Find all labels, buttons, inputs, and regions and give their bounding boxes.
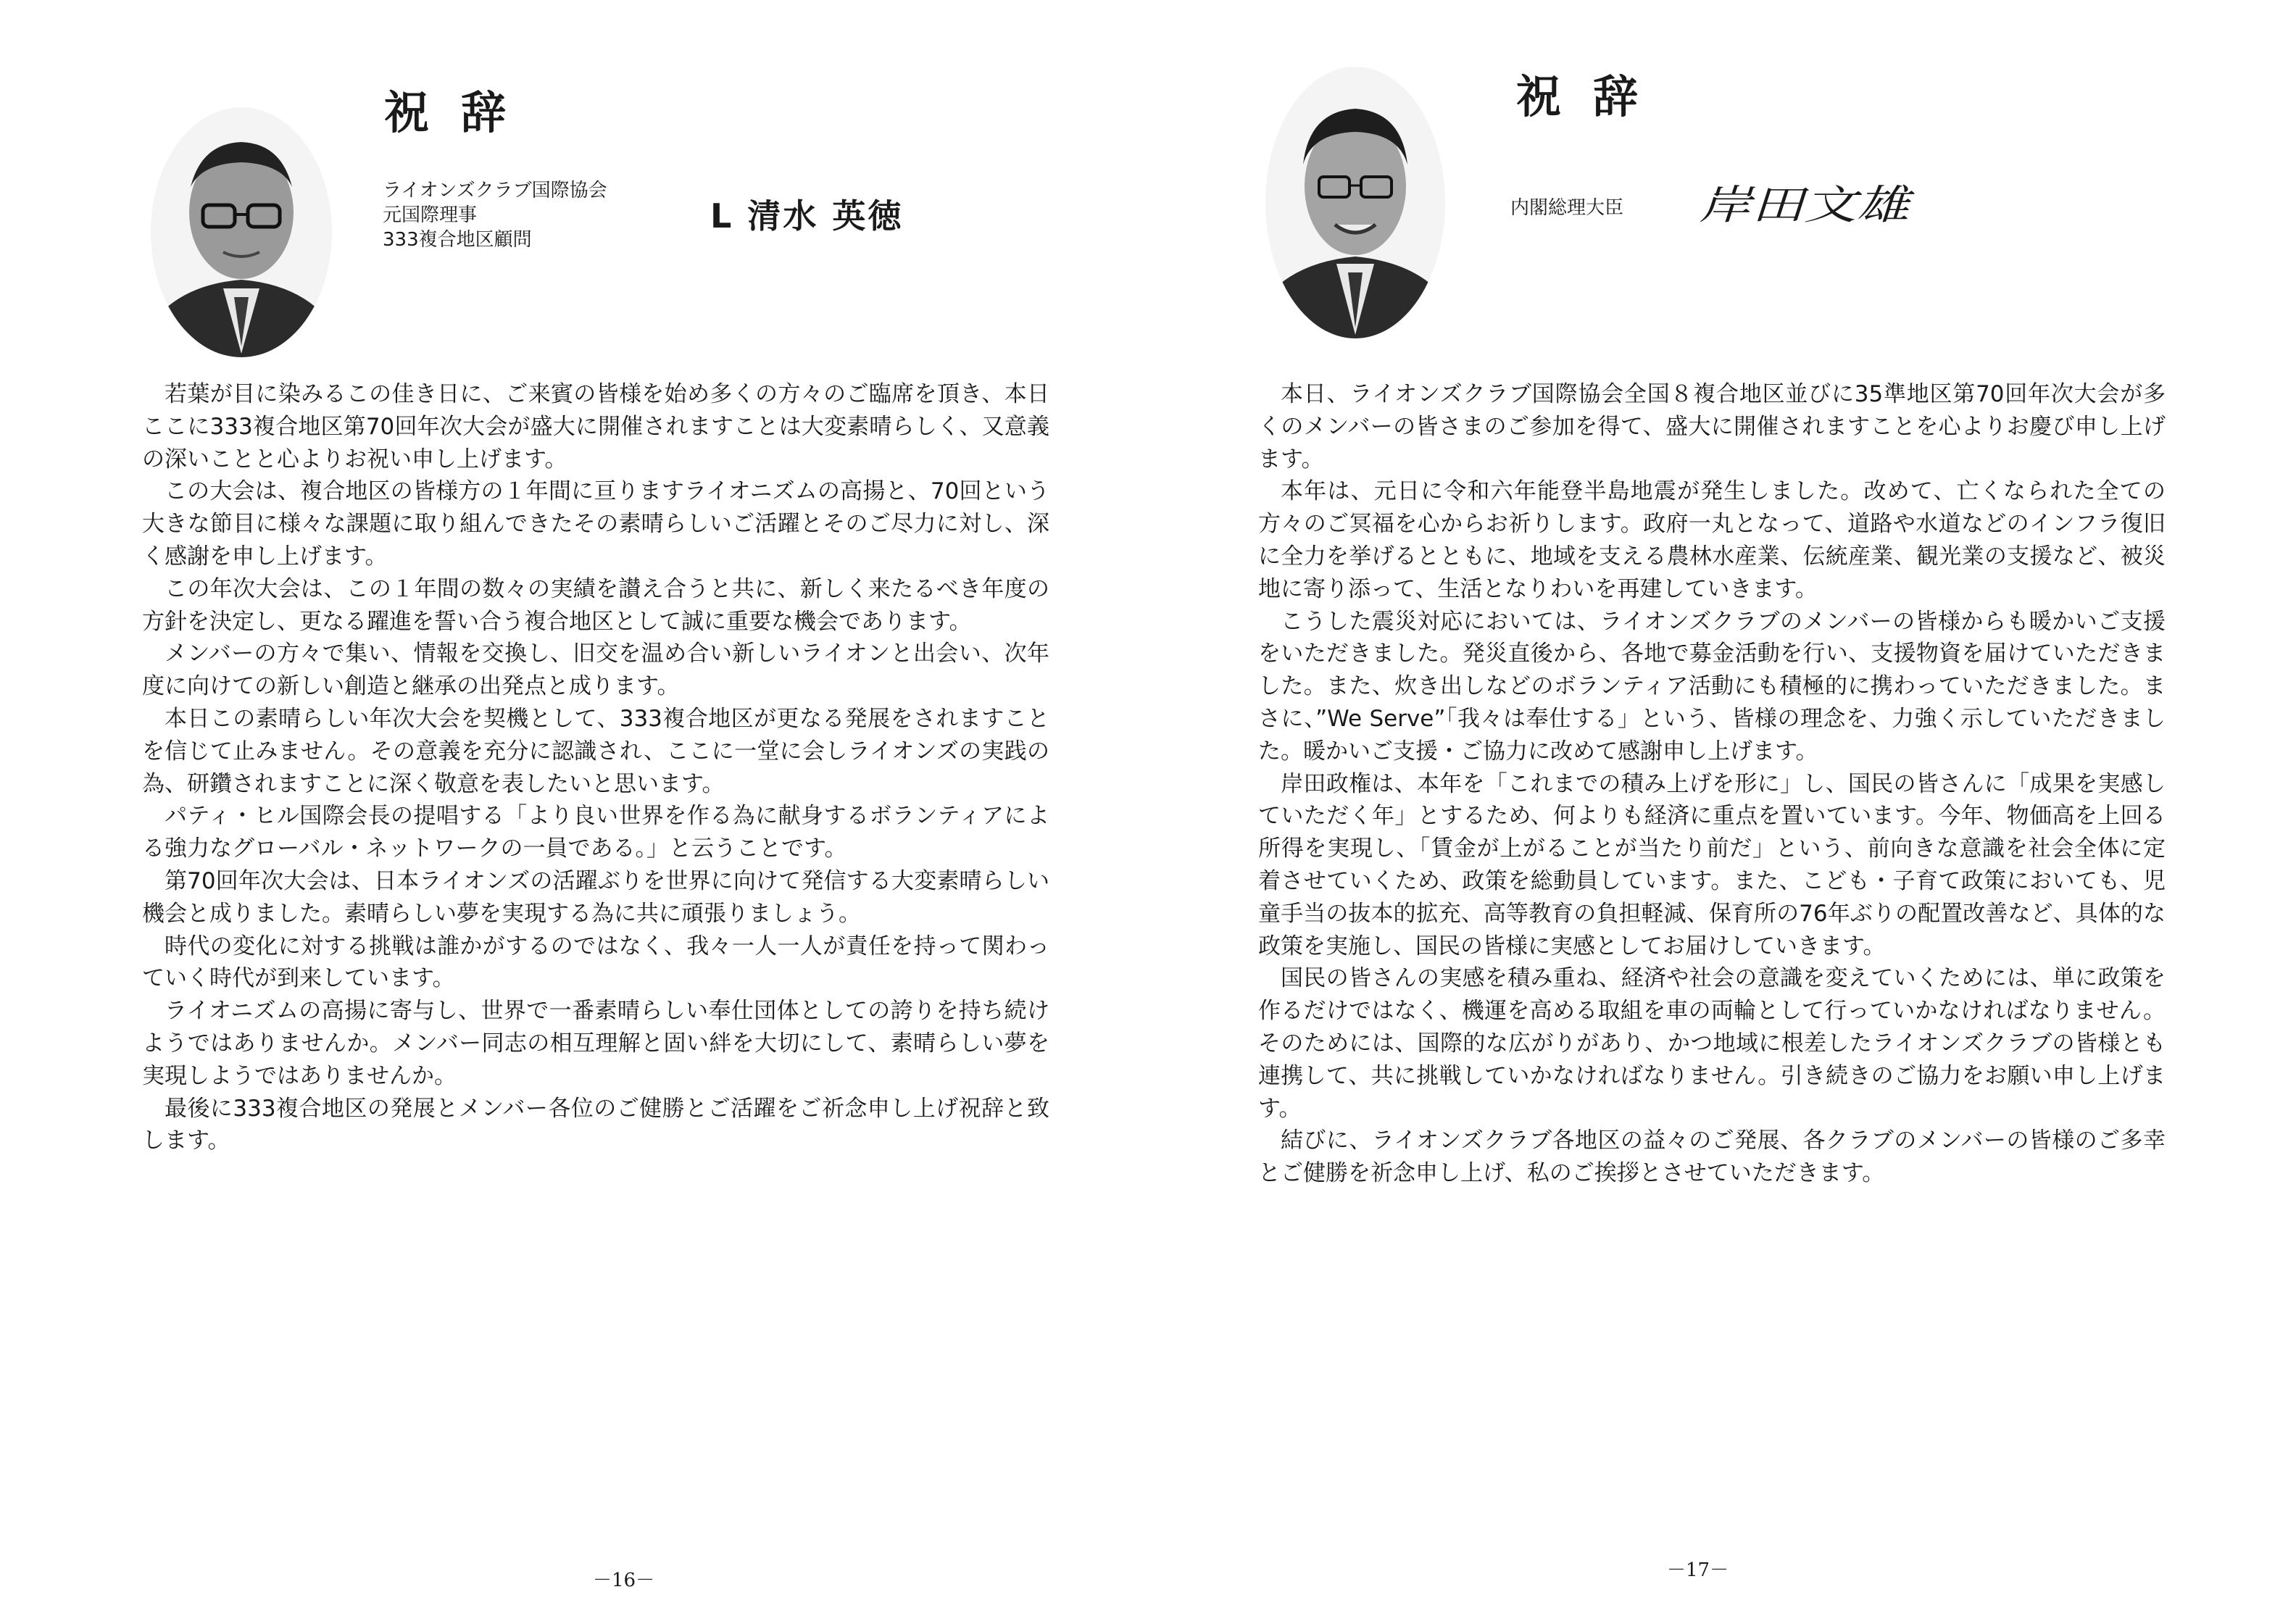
- message-paragraph: 岸田政権は、本年を「これまでの積み上げを形に」し、国民の皆さんに「成果を実感していただく年」とするため、何よりも経済に重点を置いています。今年、物価高を上回る所得を実現し、「賃金が上がることが当たり前だ」という、前向きな意識を社会全体に定着させていくため、政策を総動員しています。また、こども・子育て政策においても、児童手当の抜本的拡充、高等教育の負担軽減、保育所の76年ぶりの配置改善など、具体的な政策を実施し、国民の皆様に実感としてお届けしていきます。: [1258, 770, 2166, 959]
- page-heading: 祝辞: [1516, 70, 1671, 123]
- page-number: －17－: [1667, 1559, 1729, 1581]
- message-paragraph: こうした震災対応においては、ライオンズクラブのメンバーの皆様からも暖かいご支援をいただきました。発災直後から、各地で募金活動を行い、支援物資を届けていただきました。また、炊き出しなどのボランティア活動にも積極的に携わっていただきました。まさに、”We Serve”「我々は奉仕する」という、皆様の理念を、力強く示していただきました。暖かいご支援・ご協力に改めて感謝申し上げます。: [1258, 608, 2166, 764]
- message-paragraph: 時代の変化に対する挑戦は誰かがするのではなく、我々一人一人が責任を持って関わっていく時代が到来しています。: [142, 933, 1049, 992]
- message-paragraph: 本年は、元日に令和六年能登半島地震が発生しました。改めて、亡くなられた全ての方々のご冥福を心からお祈りします。政府一丸となって、道路や水道などのインフラ復旧に全力を挙げるとともに、地域を支える農林水産業、伝統産業、観光業の支援など、被災地に寄り添って、生活となりわいを再建していきます。: [1258, 478, 2166, 602]
- speaker-title-line: 元国際理事: [383, 204, 478, 226]
- speaker-name: L 清水 英徳: [710, 196, 904, 236]
- message-paragraph: 本日、ライオンズクラブ国際協会全国８複合地区並びに35準地区第70回年次大会が多くのメンバーの皆さまのご参加を得て、盛大に開催されますことを心よりお慶び申し上げます。: [1258, 381, 2166, 472]
- message-paragraph: 結びに、ライオンズクラブ各地区の益々のご発展、各クラブのメンバーの皆様のご多幸とご健勝を祈念申し上げ、私のご挨拶とさせていただきます。: [1258, 1128, 2166, 1187]
- message-body: [1258, 378, 2166, 1190]
- portrait-illustration: [151, 107, 332, 357]
- speaker-signature: [1699, 180, 1916, 230]
- message-paragraph: この大会は、複合地区の皆様方の１年間に亘りますライオニズムの高揚と、70回という大きな節目に様々な課題に取り組んできたその素晴らしいご活躍とそのご尽力に対し、深く感謝を申し上げます。: [142, 478, 1049, 570]
- page-number: －16－: [593, 1570, 655, 1591]
- message-paragraph: この年次大会は、この１年間の数々の実績を讃え合うと共に、新しく来たるべき年度の方針を決定し、更なる躍進を誓い合う複合地区として誠に重要な機会であります。: [142, 575, 1049, 635]
- speaker-title: 内閣総理大臣: [1510, 197, 1624, 219]
- message-paragraph: パティ・ヒル国際会長の提唱する「より良い世界を作る為に献身するボランティアによる強力なグローバル・ネットワークの一員である。」と云うことです。: [142, 803, 1049, 862]
- handwritten-signature: [1699, 180, 1916, 230]
- page-heading: 祝辞: [384, 86, 538, 139]
- message-paragraph: メンバーの方々で集い、情報を交換し、旧交を温め合い新しいライオンと出会い、次年度に向けての新しい創造と継承の出発点と成ります。: [142, 641, 1049, 700]
- speaker-titles: [383, 178, 607, 252]
- speaker-title-line: ライオンズクラブ国際協会: [383, 180, 607, 201]
- speaker-portrait-left: [151, 107, 332, 357]
- message-paragraph: 本日この素晴らしい年次大会を契機として、333複合地区が更なる発展をされますことを信じて止みません。その意義を充分に認識され、ここに一堂に会しライオンズの実践の為、研鑽されますことに深く敬意を表したいと思います。: [142, 705, 1049, 797]
- message-paragraph: 最後に333複合地区の発展とメンバー各位のご健勝とご活躍をご祈念申し上げ祝辞と致します。: [142, 1095, 1049, 1154]
- message-paragraph: 国民の皆さんの実感を積み重ね、経済や社会の意識を変えていくためには、単に政策を作るだけではなく、機運を高める取組を車の両輪として行っていかなければなりません。そのためには、国際的な広がりがあり、かつ地域に根差したライオンズクラブの皆様とも連携して、共に挑戦していかなければなりません。引き続きのご協力をお願い申し上げます。: [1258, 965, 2166, 1122]
- message-body: [142, 378, 1049, 1157]
- speaker-portrait-right: [1265, 67, 1445, 338]
- right-page: [1148, 0, 2296, 1621]
- speaker-title-line: 333複合地区顧問: [383, 229, 532, 251]
- portrait-illustration: [1265, 67, 1445, 338]
- signature-name: 岸田文雄: [1699, 182, 1916, 229]
- message-paragraph: 第70回年次大会は、日本ライオンズの活躍ぶりを世界に向けて発信する大変素晴らしい機会と成りました。素晴らしい夢を実現する為に共に頑張りましょう。: [142, 867, 1049, 927]
- message-paragraph: ライオニズムの高揚に寄与し、世界で一番素晴らしい奉仕団体としての誇りを持ち続けようではありませんか。メンバー同志の相互理解と固い絆を大切にして、素晴らしい夢を実現しようではありませんか。: [142, 998, 1049, 1089]
- message-paragraph: 若葉が目に染みるこの佳き日に、ご来賓の皆様を始め多くの方々のご臨席を頂き、本日ここに333複合地区第70回年次大会が盛大に開催されますことは大変素晴らしく、又意義の深いことと心よりお祝い申し上げます。: [142, 381, 1049, 472]
